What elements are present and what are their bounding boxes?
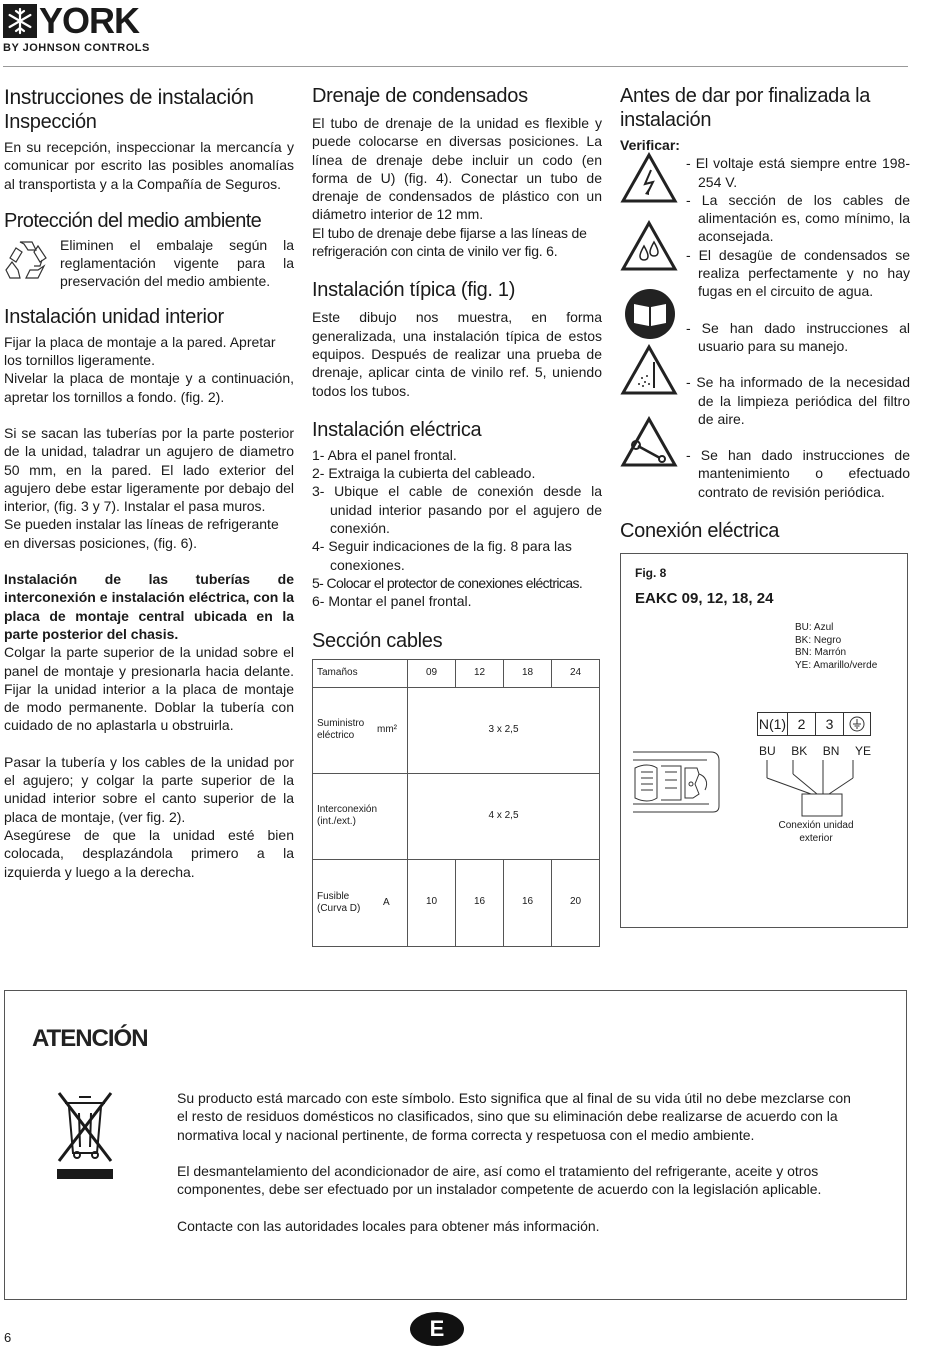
cable-section-heading: Sección cables	[312, 629, 443, 652]
outdoor-connection-label: Conexión unidad exterior	[778, 820, 854, 844]
interconnection-label: Interconexión (int./ext.)	[317, 804, 378, 828]
table-size: 12	[455, 660, 503, 687]
manual-book-icon	[624, 288, 676, 340]
language-badge: E	[410, 1312, 464, 1346]
check-item: - La sección de los cables de alimentación es, como mínimo, la aconsejada.	[686, 191, 910, 245]
drain-text-2: El tubo de drenaje debe fijarse a las líneas de refrigeración con cinta de vinilo ver fig. 6.	[312, 224, 587, 260]
check-item: - Se ha informado de la necesidad de la limpieza periódica del filtro de aire.	[686, 374, 910, 427]
table-row	[313, 688, 599, 774]
table-row	[313, 660, 599, 688]
weee-bin-icon	[53, 1089, 117, 1181]
attention-paragraph: Su producto está marcado con este símbolo. Esto significa que al final de su vida útil no debe mezclarse con el resto de residuos domésticos no clasificados, sino que su eliminación debe realizarse de acuerdo con la normativa local y nacional pertinente, de forma correcta y respetuosa con el medio ambiente.	[177, 1090, 851, 1143]
fuse-value: 16	[503, 860, 551, 946]
list-item: 5- Colocar el protector de conexiones eléctricas.	[312, 574, 583, 591]
legend-item: BK: Negro	[795, 634, 842, 646]
typical-install-heading: Instalación típica (fig. 1)	[312, 279, 516, 302]
recycle-icon	[4, 236, 60, 291]
indoor-text-2: Nivelar la placa de montaje y a continuación, apretar los tornillos a fondo. (fig. 2).	[4, 370, 294, 405]
pipes-text-3: Asegúrese de que la unidad esté bien colocada, desplazándola primero a la izquierda y luego a la derecha.	[4, 826, 294, 880]
electrical-steps-list	[312, 446, 602, 611]
color-legend	[795, 622, 877, 672]
fuse-value: 16	[455, 860, 503, 946]
typical-install-text: Este dibujo nos muestra, en forma generalizada, una instalación típica de estos equipos. Después de realizar una prueba de drenaje, aplicar cinta de vinilo ref. 5, uniendo todos los tubos.	[312, 309, 602, 399]
indoor-text-1: Fijar la placa de montaje a la pared. Apretar los tornillos ligeramente.	[4, 333, 276, 369]
page-title: Instrucciones de instalación	[4, 86, 254, 109]
environment-heading: Protección del medio ambiente	[4, 209, 262, 232]
attention-paragraph: El desmantelamiento del acondicionador de aire, así como el tratamiento del refrigerante, aceite y otros componentes, debe ser efectuado por un instalador competente de acuerdo con la legislación aplicable.	[177, 1163, 822, 1198]
indoor-text-4: Se pueden instalar las líneas de refrigerante en diversas posiciones, (fig. 6).	[4, 516, 279, 551]
column-right	[620, 84, 910, 928]
attention-box	[4, 990, 907, 1300]
inspection-heading: Inspección	[4, 111, 97, 133]
indoor-text-3: Si se sacan las tuberías por la parte posterior de la unidad, taladrar un agujero de diametro 50 mm, en la pared. El lado exterior del agujero debe estar ligeramente por debajo del interior, (fig. 3 y 7). Instalar el pasa muros.	[4, 424, 294, 515]
figure-label: Fig. 8	[635, 566, 667, 581]
water-warning-icon	[620, 220, 678, 272]
legend-item: YE: Amarillo/verde	[795, 659, 878, 671]
before-finish-heading: Antes de dar por finalizada la instalación	[620, 85, 871, 131]
terminal-block	[757, 712, 871, 736]
legend-item: BN: Marrón	[795, 647, 847, 659]
table-size: 24	[551, 660, 599, 687]
electric-warning-icon	[620, 152, 678, 204]
check-item: - Se han dado instrucciones al usuario para su manejo.	[686, 319, 910, 354]
fuse-label: Fusible (Curva D) A	[317, 890, 390, 914]
fuse-value: 10	[407, 860, 455, 946]
fuse-value: 20	[551, 860, 599, 946]
terminal-2: 2	[788, 713, 816, 735]
attention-paragraph: Contacte con las autoridades locales para obtener más información.	[177, 1218, 600, 1235]
check-item: - El voltaje está siempre entre 198-254 V.	[686, 155, 910, 190]
list-item: 3- Ubique el cable de conexión desde la unidad interior pasando por el agujero de conexión.	[312, 483, 602, 537]
york-logo	[3, 0, 153, 54]
wiring-diagram	[621, 744, 909, 864]
pipes-text-1: Colgar la parte superior de la unidad sobre el panel de montaje y presionarla hacia delante. Fijar la unidad interior a la placa de montaje de modo permanente. Doblar la tubería con cuidado de no aplastarla u obstruirla.	[4, 644, 294, 734]
interconnection-value: 4 x 2,5	[407, 774, 599, 859]
cable-table	[312, 659, 600, 947]
checklist	[620, 154, 910, 501]
terminal-3: 3	[816, 713, 844, 735]
wire-label: BK	[791, 744, 808, 759]
maintenance-warning-icon	[620, 416, 678, 468]
brand-subtitle: BY JOHNSON CONTROLS	[3, 42, 150, 54]
list-item: 4- Seguir indicaciones de la fig. 8 para las conexiones.	[312, 538, 572, 573]
check-item: - Se han dado instrucciones de mantenimiento o efectuado contrato de revisión periódica.	[686, 447, 910, 500]
wire-label: YE	[854, 744, 871, 759]
filter-warning-icon	[620, 344, 678, 396]
attention-text	[177, 1089, 862, 1254]
attention-heading: ATENCIÓN	[32, 1025, 148, 1052]
ground-icon	[844, 713, 870, 735]
inspection-text: En su recepción, inspeccionar la mercancía y comunicar por escrito las posibles anomalías al transportista y a la Compañía de Seguros.	[4, 139, 294, 192]
fuse-unit: A	[383, 896, 390, 908]
drain-text-1: El tubo de drenaje de la unidad es flexible y puede colocarse en diversas posiciones. La línea de drenaje debe incluir un codo (en forma de U) (fig. 4). Conectar un tubo de drenaje de condensados de plástico con un diámetro interior de 12 mm.	[312, 115, 602, 223]
figure-8	[620, 553, 908, 928]
terminal-n: N(1)	[758, 713, 788, 735]
list-item: 2- Extraiga la cubierta del cableado.	[312, 465, 536, 482]
model-label: EAKC 09, 12, 18, 24	[635, 590, 774, 608]
snowflake-icon	[3, 4, 37, 38]
table-row	[313, 774, 599, 860]
table-size: 18	[503, 660, 551, 687]
environment-text: Eliminen el embalaje según la reglamentación vigente para la preservación del medio ambiente.	[60, 236, 294, 290]
supply-label: Suministro eléctrico mm²	[317, 718, 397, 742]
supply-unit: mm²	[377, 724, 397, 736]
indoor-install-heading: Instalación unidad interior	[4, 305, 224, 328]
table-row	[313, 860, 599, 946]
table-size: 09	[407, 660, 455, 687]
supply-value: 3 x 2,5	[407, 688, 599, 773]
electrical-install-heading: Instalación eléctrica	[312, 418, 482, 441]
verify-label: Verificar:	[620, 137, 680, 153]
list-item: 6- Montar el panel frontal.	[312, 593, 472, 610]
check-item: - El desagüe de condensados se realiza perfectamente y no hay fugas en el circuito de agua.	[686, 246, 910, 300]
pipes-bold-text: Instalación de las tuberías de interconexión e instalación eléctrica, con la placa de montaje central ubicada en la parte posterior del chasis.	[4, 571, 294, 642]
pipes-text-2: Pasar la tubería y los cables de la unidad por el agujero; y colgar la parte superior de la unidad interior sobre el canto superior de la placa de montaje, (ver fig. 2).	[4, 753, 294, 825]
page-number: 6	[4, 1330, 12, 1345]
list-item: 1- Abra el panel frontal.	[312, 446, 457, 463]
drain-heading: Drenaje de condensados	[312, 85, 528, 107]
brand-name: YORK	[39, 0, 140, 41]
wire-label: BU	[759, 744, 776, 759]
wire-label: BN	[822, 744, 840, 759]
table-header-sizes: Tamaños	[317, 666, 358, 678]
column-middle	[312, 84, 602, 947]
column-left	[4, 84, 294, 881]
header-divider	[3, 66, 908, 67]
legend-item: BU: Azul	[795, 622, 834, 634]
electrical-connection-heading: Conexión eléctrica	[620, 520, 780, 543]
